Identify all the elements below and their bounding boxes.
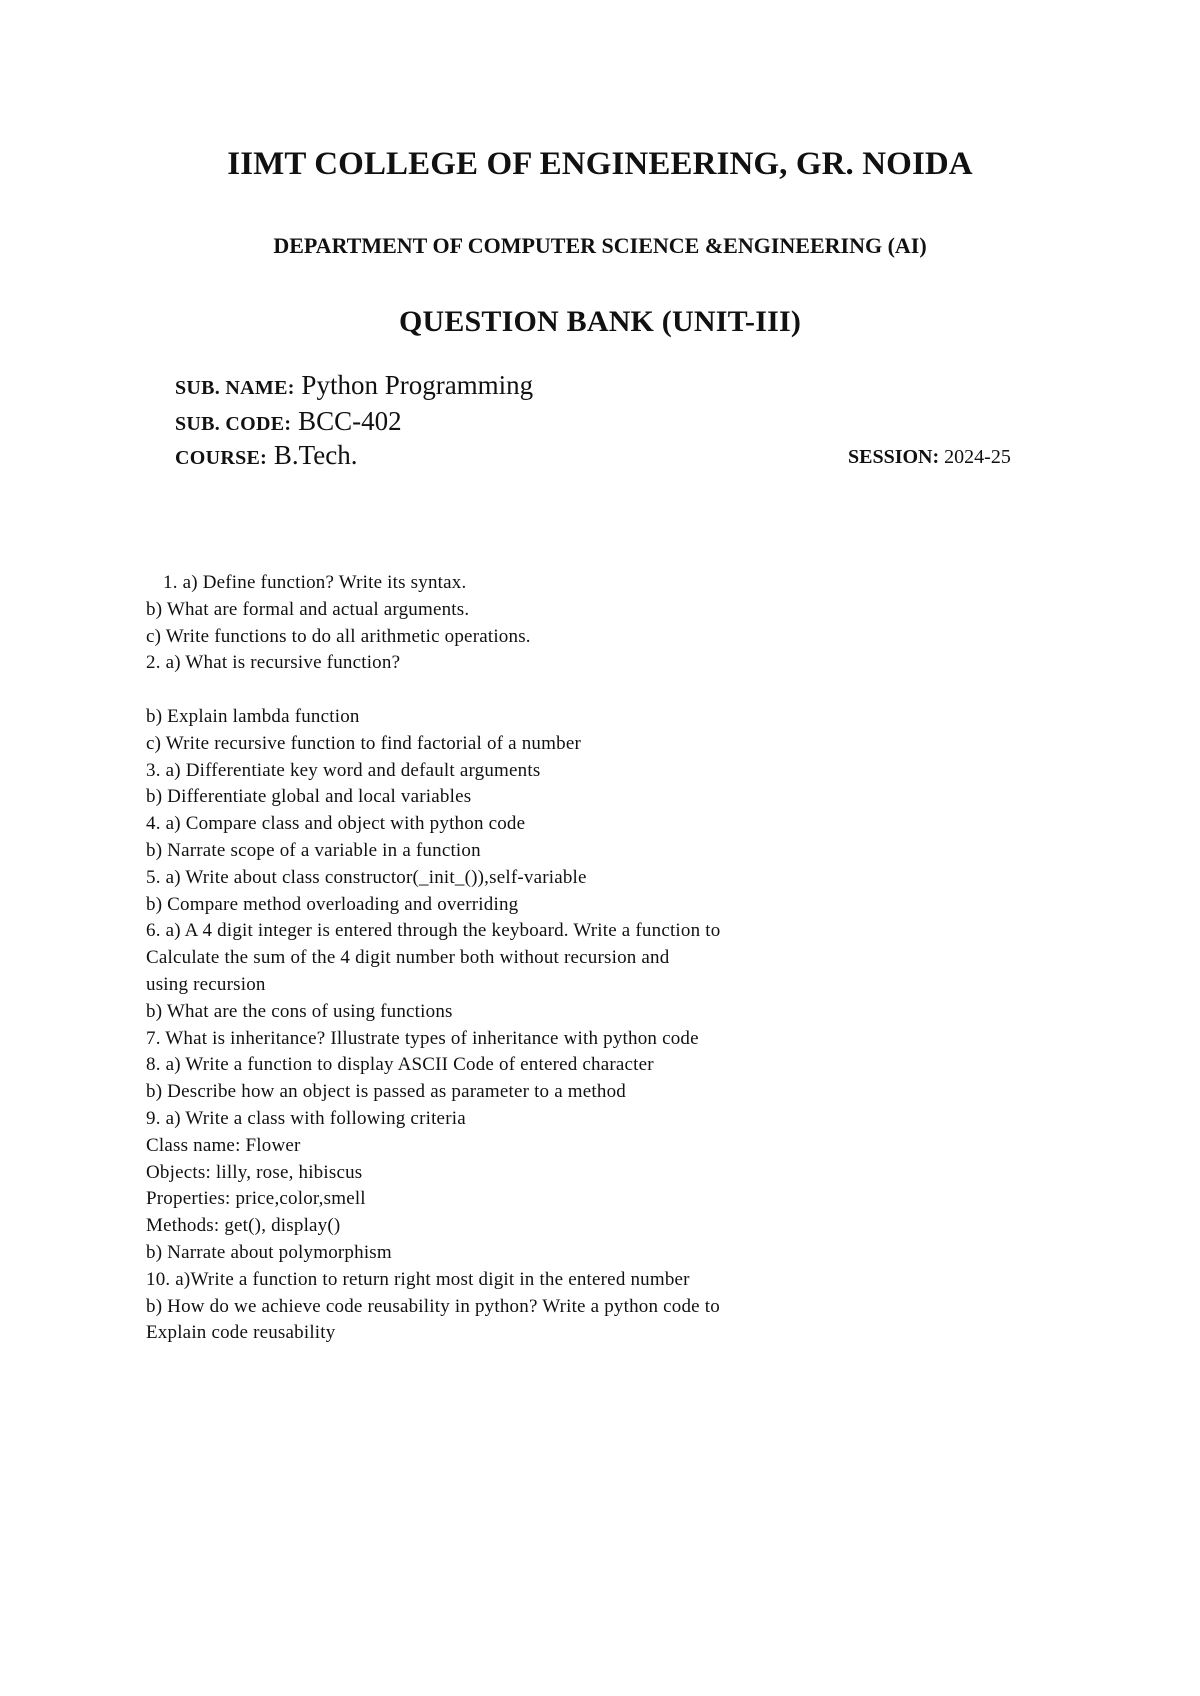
college-title: IIMT COLLEGE OF ENGINEERING, GR. NOIDA (227, 146, 973, 182)
subject-name-value: Python Programming (301, 370, 534, 400)
course-label: COURSE: (175, 447, 268, 469)
question-bank-title: QUESTION BANK (UNIT-III) (398, 305, 802, 338)
question-line: Objects: lilly, rose, hibiscus (146, 1161, 363, 1183)
subject-name-row (175, 370, 533, 401)
question-line: Methods: get(), display() (146, 1215, 341, 1237)
question-line: 4. a) Compare class and object with python code (146, 813, 526, 835)
question-line: b) What are the cons of using functions (146, 1000, 453, 1022)
question-list (146, 570, 1046, 1347)
question-line: b) Explain lambda function (146, 705, 360, 727)
question-line: 6. a) A 4 digit integer is entered through the keyboard. Write a function to (146, 920, 721, 942)
course-value: B.Tech. (273, 440, 358, 470)
session-label: SESSION: (848, 446, 940, 468)
question-line: b) Narrate about polymorphism (146, 1241, 392, 1263)
question-line: b) Describe how an object is passed as parameter to a method (146, 1081, 626, 1103)
subject-name-label: SUB. NAME: (175, 377, 295, 399)
question-line: 8. a) Write a function to display ASCII Code of entered character (146, 1054, 654, 1076)
department-title: DEPARTMENT OF COMPUTER SCIENCE &ENGINEERING (AI) (273, 233, 927, 258)
session-value: 2024-25 (944, 446, 1011, 468)
question-line: b) Differentiate global and local variables (146, 786, 472, 808)
question-line: 2. a) What is recursive function? (146, 652, 401, 674)
question-line (146, 677, 1046, 704)
question-line: 10. a)Write a function to return right most digit in the entered number (146, 1268, 690, 1290)
subject-code-label: SUB. CODE: (175, 413, 292, 435)
question-line: Properties: price,color,smell (146, 1188, 366, 1210)
question-line: b) Compare method overloading and overriding (146, 893, 519, 915)
question-line: 7. What is inheritance? Illustrate types of inheritance with python code (146, 1027, 699, 1049)
subject-code-value: BCC-402 (298, 406, 402, 436)
question-line: c) Write recursive function to find factorial of a number (146, 732, 581, 754)
session-row (848, 446, 1011, 469)
question-line: Calculate the sum of the 4 digit number both without recursion and (146, 947, 670, 969)
course-row (175, 440, 357, 471)
question-line: c) Write functions to do all arithmetic operations. (146, 625, 531, 647)
question-line: using recursion (146, 973, 266, 995)
question-line: Class name: Flower (146, 1134, 301, 1156)
question-line: b) How do we achieve code reusability in python? Write a python code to (146, 1295, 720, 1317)
question-line: 3. a) Differentiate key word and default arguments (146, 759, 541, 781)
question-line: Explain code reusability (146, 1322, 336, 1344)
question-line: b) What are formal and actual arguments. (146, 598, 470, 620)
question-line: 5. a) Write about class constructor(_init_()),self-variable (146, 866, 587, 888)
question-line: 1. a) Define function? Write its syntax. (163, 572, 467, 593)
question-line: 9. a) Write a class with following criteria (146, 1107, 466, 1129)
subject-code-row (175, 406, 402, 437)
question-line: b) Narrate scope of a variable in a function (146, 839, 481, 861)
